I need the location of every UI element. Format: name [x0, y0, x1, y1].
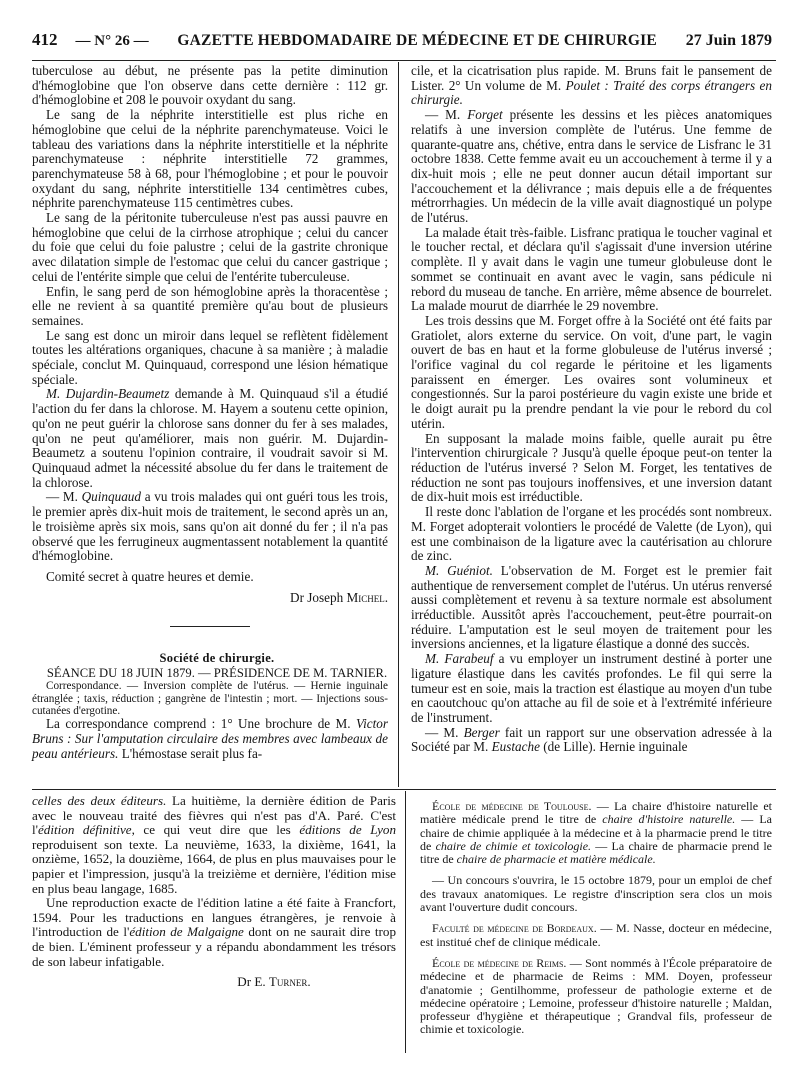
speaker-name: Berger — [463, 724, 500, 740]
paragraph-text: a vu employer un instrument destiné à porter une ligature élastique dans les cavités profondes. Le fil qui serre la tumeur est en soie, mais la traction est élastique au moyen d'un tube en caoutchouc qu'on attache au fil de soie et à l'extrémité inférieure de l'instrument. — [411, 651, 772, 725]
column-divider-bottom — [405, 791, 406, 1053]
paragraph — [32, 717, 388, 761]
paragraph: tuberculose au début, ne présente pas la petite diminution d'hémoglobine que l'on observe dans cette dernière : 112 gr. d'hémoglobine et 208 le pouvoir oxydant du sang. — [32, 63, 388, 108]
italic-text: chaire d'histoire naturelle. — [602, 812, 736, 827]
dash: — M. — [46, 489, 82, 505]
dash: — M. — [425, 107, 468, 123]
paragraph-text: fait un rapport sur une observation adressée à la Société par M. — [411, 724, 772, 755]
speaker-name: M. Dujardin-Beaumetz — [46, 386, 170, 402]
right-column — [411, 64, 772, 755]
paragraph: En supposant la malade moins faible, quelle aurait pu être l'intervention chirurgicale ? Jusqu'à quelle époque peut-on tenter la réduction de l'utérus inversé ? Selon M. Forget, les tentatives de réduction ne sont pas toujours inoffensives, et une inversion datant de dix-huit mois est irréductible. — [411, 430, 772, 505]
news-text: — La chaire de chimie appliquée à la médecine et à la pharmacie prend le titre de — [420, 812, 773, 853]
paragraph: Les trois dessins que M. Forget offre à la Société ont été faits par Gratiolet, alors externe du service. On voit, d'une part, le vagin ouvert de bas en haut et la forme globuleuse de l'utérus inversé ; l'orifice vaginal du col regarde le péritoine et les ligaments paraissent en émerger. Les ovaires sont volumineux et congestionnés. Sur la paroi postérieure du vagin existe une bride et le doigt aurait pu la prendre pendant la vie pour le rebord du col utérin. — [411, 312, 772, 431]
italic-text: chaire de chimie et toxicologie. — [435, 838, 592, 853]
issue-date: 27 Juin 1879 — [685, 32, 772, 49]
paragraph-text: reproduisent son texte. La neuvième, 1633, la dixième, 1641, la onzième, 1652, la douzième, 1664, de plus en plus mauvaises pour le papier et l'impression, jusqu'à la treizième et dernière, l'édition mise en plus beau langage, 1685. — [32, 836, 396, 896]
news-item — [420, 800, 772, 866]
signature — [32, 591, 388, 606]
paragraph-text: (de Lille). Hernie inguinale — [539, 739, 688, 755]
signature-prefix: Dr Joseph — [290, 589, 347, 605]
paragraph-text: La huitième, la dernière édition de Paris avec le nouveau traité des fièvres qui n'est pas d'A. Paré. C'est l' — [32, 793, 396, 838]
paragraph — [32, 387, 388, 490]
signature — [152, 975, 396, 990]
italic-text: celles des deux éditeurs. — [32, 793, 167, 808]
paragraph-text: L'hémostase serait plus fa- — [118, 745, 263, 761]
news-text: — Sont nommés à l'École préparatoire de médecine et de pharmacie de Reims : MM. Doyen, professeur d'anatomie ; Gentilhomme, professeur de pathologie externe et de médecine opératoire ; Lemoine, professeur d'histoire naturelle ; Maldan, professeur d'hygiène et thérapeutique ; Grandval fils, professeur de chimie et toxicologie. — [420, 955, 772, 1037]
paragraph-text: a vu trois malades qui ont guéri tous les trois, le premier après dix-huit mois de traitement, le second après un an, le troisième après six mois, sans qu'on ait donné du fer ; il n'a pas observé que les ferrugineux augmentassent notablement la quantité d'hémoglobine. — [32, 489, 388, 564]
paragraph-text: Une reproduction exacte de l'édition latine a été faite à Francfort, 1594. Pour les traductions en langues étrangères, je renvoie à l'introduction de l' — [32, 895, 396, 940]
paragraph-text: La correspondance comprend : 1° Une brochure de M. — [46, 716, 357, 732]
person-name: Eustache — [491, 739, 540, 755]
bottom-left-column — [32, 794, 396, 990]
news-text: — M. Nasse, docteur en médecine, est institué chef de clinique médicale. — [420, 921, 773, 949]
paragraph-text: cile, et la cicatrisation plus rapide. M. Bruns fait le pansement de Lister. 2° Un volume de M. — [411, 63, 772, 93]
bottom-right-column — [420, 800, 772, 1045]
paragraph-text: présente les dessins et les pièces anatomiques relatifs à une inversion complète de l'utérus. Une femme de quarante-quatre ans, chétive, entra dans le service de Lisfranc le 31 octobre 1838. Cette femme avait eu un accouchement à terme il y a dix-huit mois ; elle ne peut donner aucun détail important sur l'accouchement et la délivrance ; mais depuis elle a de fréquentes métrorrhagies. Un médecin de la ville avait diagnostiqué un polype de l'utérus. — [411, 107, 773, 226]
speaker-name: Forget — [467, 107, 503, 123]
page-number: 412 — [32, 30, 58, 49]
book-title: Victor Bruns : Sur l'amputation circulaire des membres avec lambeaux de peau antérieurs. — [32, 716, 388, 761]
news-item: — Un concours s'ouvrira, le 15 octobre 1879, pour un emploi de chef des travaux anatomiques. Le registre d'inscription sera clos un mois avant l'ouverture dudit concours. — [420, 873, 772, 915]
paragraph: Il reste donc l'ablation de l'organe et les procédés sont nombreux. M. Forget adopterait volontiers le procédé de Valette (de Lyon), qui est une combinaison de la ligature avec la cautérisation au chlorure de zinc. — [411, 504, 772, 564]
news-text: — La chaire d'histoire naturelle et matière médicale prend le titre de — [420, 799, 772, 827]
speaker-name: M. Guéniot. — [425, 562, 493, 578]
signature-name: Turner. — [268, 974, 311, 990]
seance-heading: SÉANCE DU 18 JUIN 1879. — PRÉSIDENCE DE M. TARNIER. — [46, 665, 388, 680]
paragraph — [411, 108, 772, 226]
paragraph — [32, 896, 396, 969]
italic-text: chaire de pharmacie et matière médicale. — [456, 852, 656, 867]
paragraph — [411, 64, 772, 108]
summary: Correspondance. — Inversion complète de l'utérus. — Hernie inguinale étranglée ; taxis, réduction ; gangrène de l'intestin ; mort. — Injections sous-cutanées d'ergotine. — [32, 680, 388, 717]
paragraph — [411, 726, 772, 755]
paragraph: Le sang de la péritonite tuberculeuse n'est pas aussi pauvre en hémoglobine que celui de la cirrhose atrophique ; celui du cancer du foie que celui du foie palustre ; celui de la gastrite chronique avec dilatation simple de l'estomac que celui du cancer gastrique ; celui de l'entérite simple que celui de l'entérite tuberculeuse. — [32, 210, 388, 284]
news-item — [420, 957, 772, 1037]
page-header — [32, 30, 772, 56]
news-text: — La chaire de pharmacie prend le titre de — [420, 838, 773, 867]
signature-name: Michel. — [346, 589, 388, 605]
paragraph: Enfin, le sang perd de son hémoglobine après la thoracentèse ; elle ne revient à sa quantité première qu'au bout de plusieurs semaines. — [32, 283, 388, 328]
section-rule — [170, 626, 250, 627]
paragraph: La malade était très-faible. Lisfranc pratiqua le toucher vaginal et le toucher rectal, et déclara qu'il s'agissait d'une inversion utérine complète. Il y avait dans le vagin une tumeur globuleuse dont le sommet se continuait en avant avec le vagin, sans pédicule ni rebord du museau de tanche. En arrière, même absence de bourrelet. La malade mourut de diarrhée le 29 novembre. — [411, 224, 772, 314]
news-heading: Faculté de médecine de Bordeaux. — [432, 921, 597, 936]
news-item — [420, 922, 772, 949]
paragraph-text: dont on ne saurait dire trop de bien. L'éminent professeur y a répandu abondamment les trésors de son labeur infatigable. — [32, 924, 396, 969]
news-heading: École de médecine de Toulouse. — [432, 799, 592, 813]
paragraph: Comité secret à quatre heures et demie. — [46, 568, 254, 584]
paragraph-text: , ce qui veut dire que les — [131, 822, 300, 838]
news-heading: École de médecine de Reims. — [432, 955, 567, 970]
section-title: Société de chirurgie. — [159, 651, 275, 665]
speaker-name: Quinquaud — [81, 489, 141, 505]
header-rule — [32, 60, 776, 61]
paragraph-text: demande à M. Quinquaud s'il a étudié l'action du fer dans la chlorose. M. Hayem a soutenu cette opinion, qu'on ne peut guérir la chlorose sans donner du fer à ses malades, qu'on ne peut qu'améliorer, mais non guérir. M. Dujardin-Beaumetz a soutenu l'opinion contraire, il voudrait savoir si M. Quinquaud admet la nécessité absolue du fer dans le traitement de la chlorose. — [32, 386, 388, 490]
italic-text: édition définitive — [38, 822, 132, 838]
paragraph: Le sang de la néphrite interstitielle est plus riche en hémoglobine que celui de la néphrite parenchymateuse. Voici le tableau des variations dans la néphrite interstitielle et la néphrite parenchymateuse : néphrite interstitielle 72 grammes, parenchymateuse 58 à 68, pour l'hémoglobine ; et pour le pouvoir oxydant du sang, néphrite interstitielle 134 centimètres cubes, néphrite parenchymateuse 115 centimètres cubes. — [32, 107, 388, 211]
column-divider-top — [398, 62, 399, 787]
paragraph — [411, 564, 772, 652]
journal-title: GAZETTE HEBDOMADAIRE DE MÉDECINE ET DE CHIRURGIE — [177, 32, 657, 49]
italic-text: éditions de Lyon — [299, 822, 396, 838]
paragraph — [32, 794, 396, 896]
speaker-name: M. Farabeuf — [425, 651, 494, 667]
issue-number: — N° 26 — — [75, 33, 149, 49]
paragraph: Le sang est donc un miroir dans lequel se reflètent fidèlement toutes les altérations organiques, chacune à sa manière ; à maladie spéciale, conclut M. Quinquaud, correspond une lésion hématique spéciale. — [32, 327, 388, 387]
paragraph — [32, 490, 388, 564]
signature-prefix: Dr E. — [237, 974, 269, 990]
horizontal-divider — [32, 789, 776, 790]
paragraph-text: L'observation de M. Forget est le premier fait authentique de renversement complet de l'utérus. Un utérus renversé aussi complètement et revenu à sa texture normale est absolument irréductible. Aussitôt après l'accouchement, peut-être pourrait-on réduire. L'amputation est le seul moyen de traitement pour les inversions anciennes, et la ligature élastique a donné des succès. — [411, 562, 772, 652]
dash: — M. — [425, 724, 464, 740]
italic-text: édition de Malgaigne — [129, 924, 244, 940]
book-title: Poulet : Traité des corps étrangers en chirurgie. — [411, 77, 772, 108]
left-column — [32, 64, 388, 605]
paragraph — [411, 652, 772, 726]
left-column-section — [32, 651, 388, 761]
